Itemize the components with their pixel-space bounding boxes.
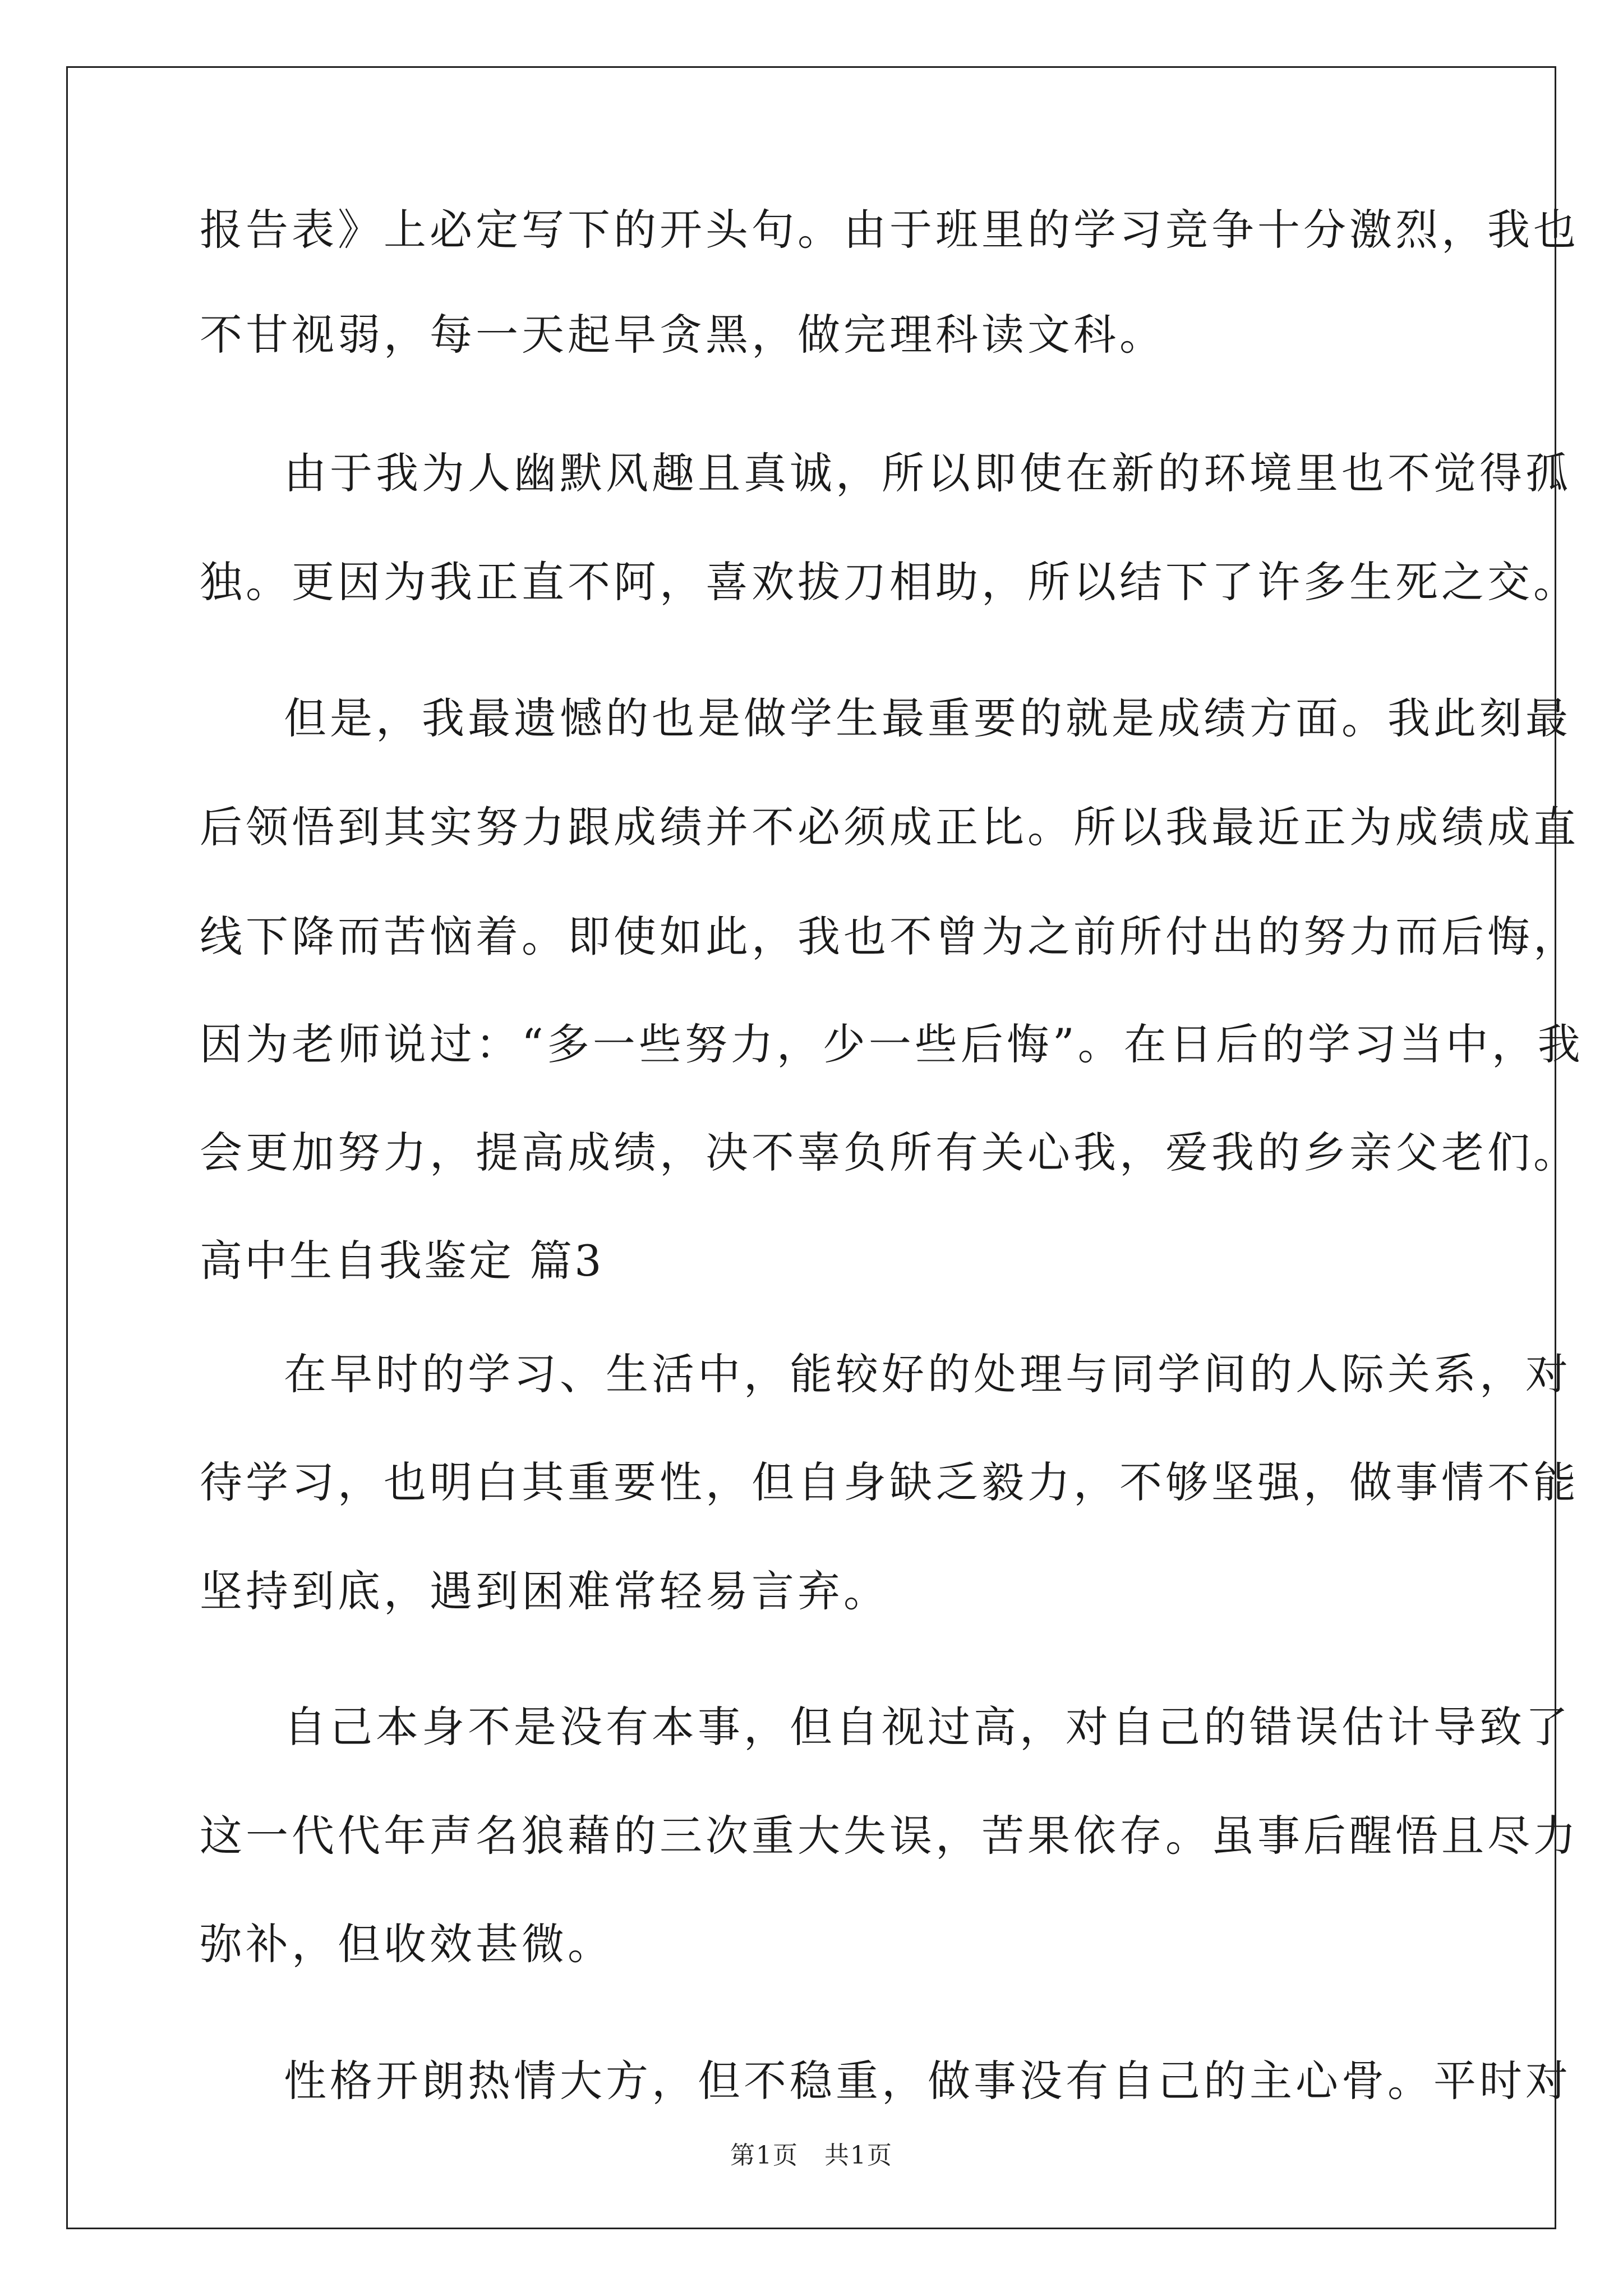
paragraph-3-line-4: 因为老师说过：“多一些努力，少一些后悔”。在日后的学习当中，我 xyxy=(200,1019,1584,1069)
paragraph-3-line-5: 会更加努力，提高成绩，决不辜负所有关心我，爱我的乡亲父老们。 xyxy=(200,1128,1579,1177)
paragraph-2-line-2: 独。更因为我正直不阿，喜欢拔刀相助，所以结下了许多生死之交。 xyxy=(200,557,1579,607)
paragraph-5-line-2: 这一代代年声名狼藉的三次重大失误，苦果依存。虽事后醒悟且尽力 xyxy=(200,1811,1579,1861)
paragraph-2-line-1: 由于我为人幽默风趣且真诚，所以即使在新的环境里也不觉得孤 xyxy=(284,448,1571,498)
paragraph-4-line-3: 坚持到底，遇到困难常轻易言弃。 xyxy=(200,1566,889,1616)
paragraph-1-line-1: 报告表》上必定写下的开头句。由于班里的学习竞争十分激烈，我也 xyxy=(200,205,1579,255)
paragraph-4-line-1: 在早时的学习、生活中，能较好的处理与同学间的人际关系，对 xyxy=(284,1349,1571,1399)
paragraph-3-line-2: 后领悟到其实努力跟成绩并不必须成正比。所以我最近正为成绩成直 xyxy=(200,802,1579,852)
section-heading: 高中生自我鉴定 篇3 xyxy=(200,1236,604,1286)
paragraph-6-line-1: 性格开朗热情大方，但不稳重，做事没有自己的主心骨。平时对 xyxy=(284,2056,1571,2106)
page-number-footer: 第1页 共1页 xyxy=(730,2141,893,2170)
paragraph-4-line-2: 待学习，也明白其重要性，但自身缺乏毅力，不够坚强，做事情不能 xyxy=(200,1457,1579,1507)
paragraph-5-line-1: 自己本身不是没有本事，但自视过高，对自己的错误估计导致了 xyxy=(284,1702,1571,1752)
paragraph-1-line-2: 不甘视弱，每一天起早贪黑，做完理科读文科。 xyxy=(200,310,1165,360)
paragraph-3-line-3: 线下降而苦恼着。即使如此，我也不曾为之前所付出的努力而后悔， xyxy=(200,912,1579,961)
paragraph-5-line-3: 弥补，但收效甚微。 xyxy=(200,1919,614,1969)
paragraph-3-line-1: 但是，我最遗憾的也是做学生最重要的就是成绩方面。我此刻最 xyxy=(284,693,1571,743)
